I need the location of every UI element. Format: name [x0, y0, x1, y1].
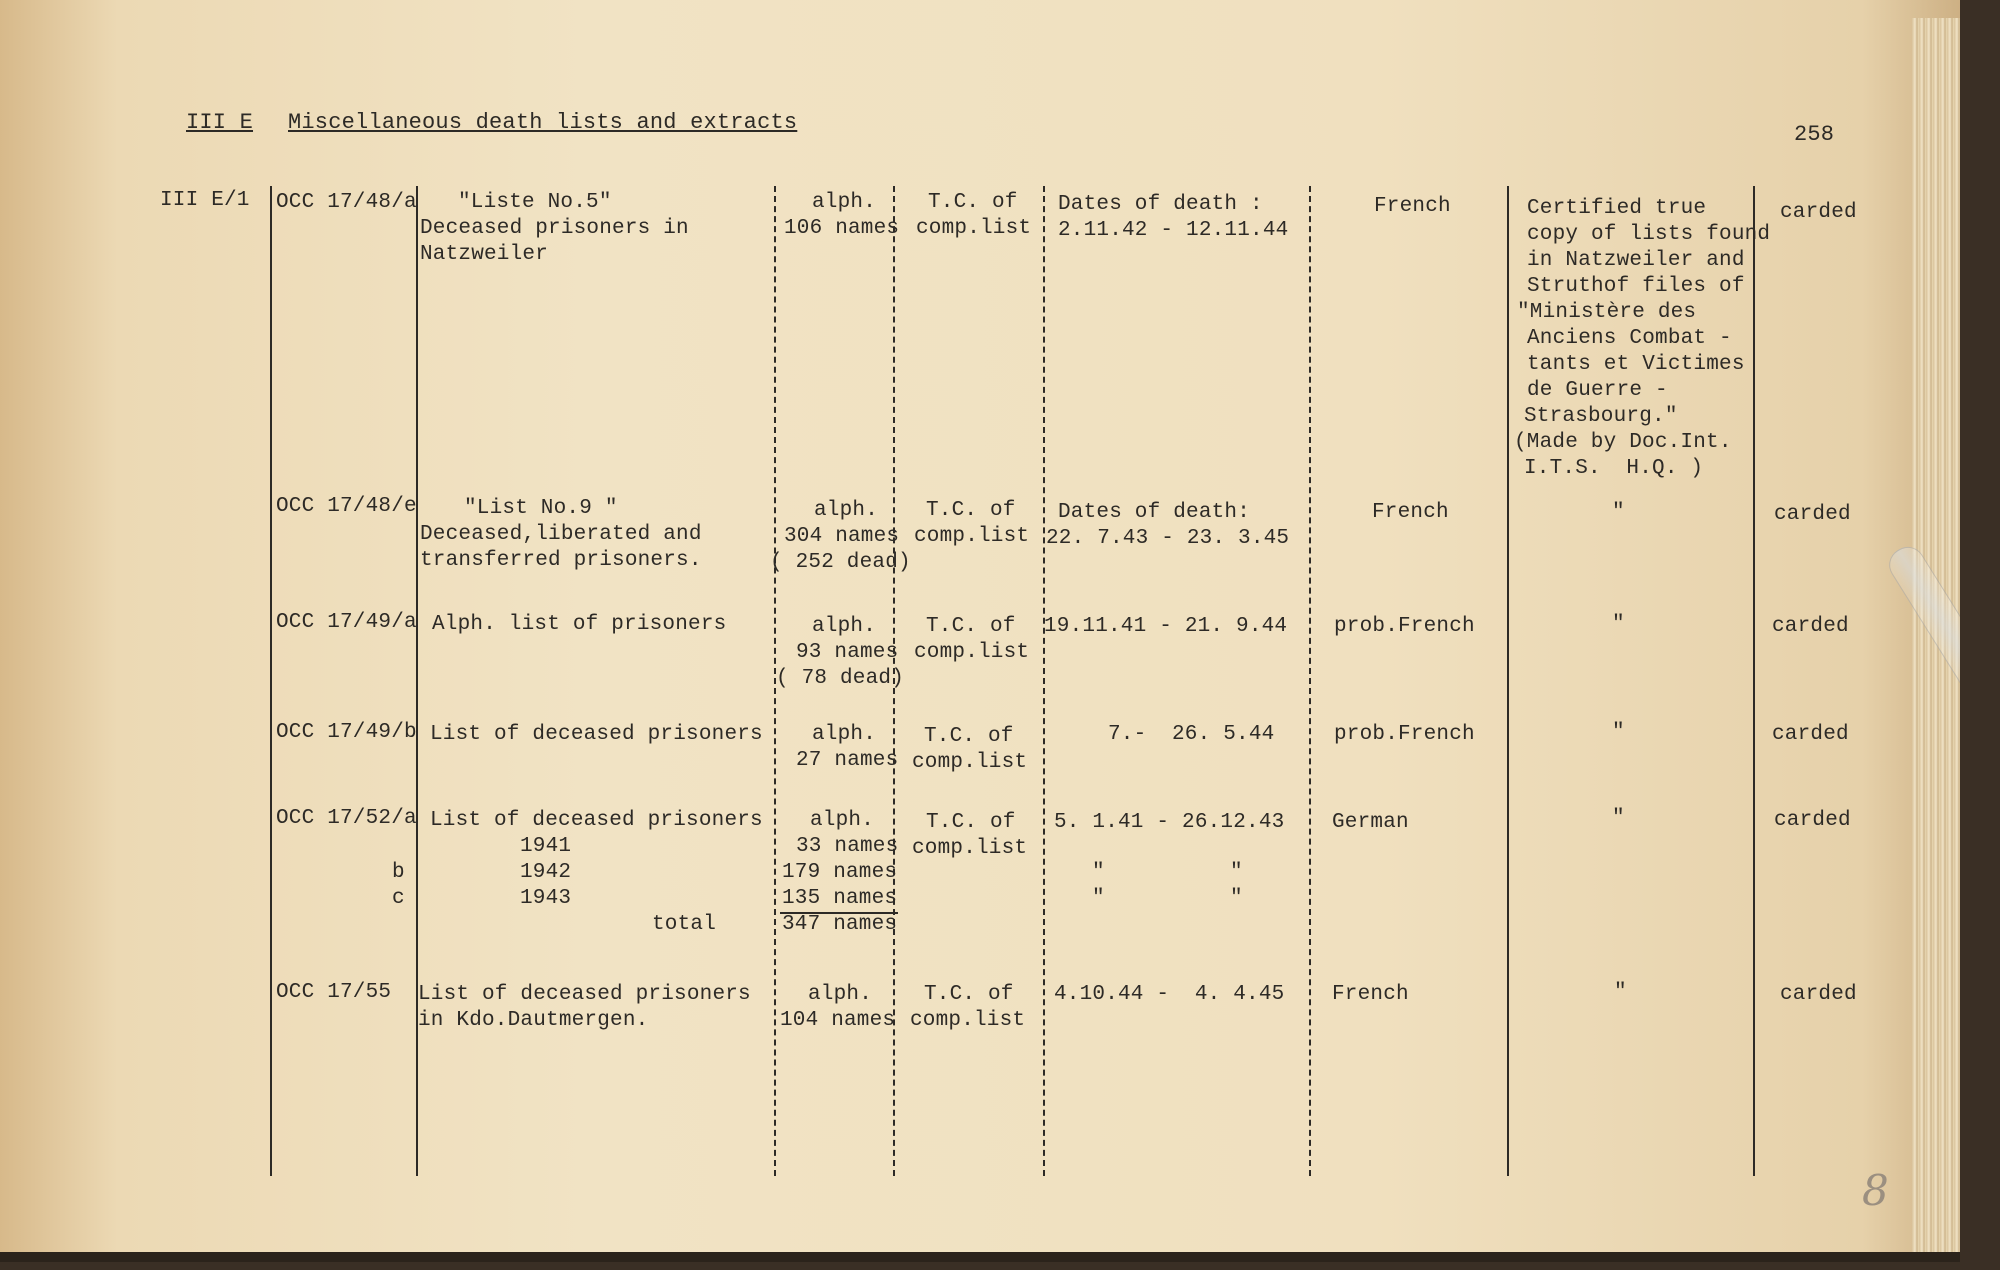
ditto-mark: "	[1092, 887, 1105, 910]
nationality: prob.French	[1334, 723, 1475, 746]
reference-code: OCC 17/49/a	[276, 611, 417, 634]
remarks-line: Struthof files of	[1527, 275, 1745, 298]
ditto-mark: "	[1614, 981, 1627, 1004]
remarks-line: (Made by Doc.Int.	[1514, 431, 1732, 454]
description-line: List of deceased prisoners	[430, 723, 763, 746]
name-count: 33 names	[796, 835, 899, 858]
ditto-mark: "	[1092, 861, 1105, 884]
document-type: T.C. of	[926, 615, 1016, 638]
description-line: "List No.9 "	[464, 497, 618, 520]
document-type: T.C. of	[926, 811, 1016, 834]
reference-code: OCC 17/49/b	[276, 721, 417, 744]
ditto-mark: "	[1612, 613, 1625, 636]
ditto-mark: "	[1230, 861, 1243, 884]
name-count: 104 names	[780, 1009, 896, 1032]
status-carded: carded	[1780, 201, 1857, 224]
name-count: 93 names	[796, 641, 899, 664]
total-label: total	[652, 913, 717, 936]
pencil-annotation: 8	[1862, 1166, 1889, 1215]
total-names: 347 names	[782, 913, 898, 936]
nationality: French	[1372, 501, 1449, 524]
remarks-line: Strasbourg."	[1524, 405, 1678, 428]
ditto-mark: "	[1612, 501, 1625, 524]
document-type: T.C. of	[926, 499, 1016, 522]
description-line: Natzweiler	[420, 243, 549, 266]
sub-year: 1943	[520, 887, 572, 910]
nationality: prob.French	[1334, 615, 1475, 638]
description-line: transferred prisoners.	[420, 549, 702, 572]
reference-code: OCC 17/55	[276, 981, 392, 1004]
status-carded: carded	[1772, 723, 1849, 746]
status-carded: carded	[1774, 503, 1851, 526]
dates-of-death: Dates of death:	[1058, 501, 1251, 524]
nationality: French	[1332, 983, 1409, 1006]
document-type: comp.list	[914, 525, 1030, 548]
arrangement: alph.	[812, 191, 877, 214]
group-code: III E/1	[160, 189, 250, 212]
nationality: French	[1374, 195, 1451, 218]
ditto-mark: "	[1612, 807, 1625, 830]
description-line: Alph. list of prisoners	[432, 613, 727, 636]
document-type: T.C. of	[928, 191, 1018, 214]
arrangement: alph.	[810, 809, 875, 832]
ditto-mark: "	[1612, 721, 1625, 744]
column-rule	[1753, 186, 1755, 1176]
name-count: 304 names	[784, 525, 900, 548]
dates-of-death: 5. 1.41 - 26.12.43	[1054, 811, 1285, 834]
status-carded: carded	[1772, 615, 1849, 638]
dead-count: ( 252 dead)	[770, 551, 911, 574]
description-line: List of deceased prisoners	[418, 983, 751, 1006]
description-line: in Kdo.Dautmergen.	[418, 1009, 649, 1032]
name-count: 27 names	[796, 749, 899, 772]
arrangement: alph.	[808, 983, 873, 1006]
column-rule	[1309, 186, 1311, 1176]
remarks-line: Anciens Combat -	[1527, 327, 1732, 350]
reference-code: OCC 17/52/a	[276, 807, 417, 830]
document-type: comp.list	[912, 837, 1028, 860]
description-line: Deceased,liberated and	[420, 523, 702, 546]
reference-code: OCC 17/48/a	[276, 191, 417, 214]
status-carded: carded	[1780, 983, 1857, 1006]
page-shadow	[0, 1252, 1960, 1262]
sub-letter: b	[392, 861, 405, 884]
dates-of-death: 19.11.41 - 21. 9.44	[1044, 615, 1288, 638]
remarks-line: de Guerre -	[1527, 379, 1668, 402]
document-type: comp.list	[916, 217, 1032, 240]
name-count: 106 names	[784, 217, 900, 240]
dates-of-death: Dates of death :	[1058, 193, 1263, 216]
dates-of-death: 7.- 26. 5.44	[1108, 723, 1275, 746]
section-code: III E	[186, 110, 254, 135]
status-carded: carded	[1774, 809, 1851, 832]
arrangement: alph.	[812, 615, 877, 638]
remarks-line: Certified true	[1527, 197, 1707, 220]
ditto-mark: "	[1230, 887, 1243, 910]
document-type: T.C. of	[924, 725, 1014, 748]
remarks-line: tants et Victimes	[1527, 353, 1745, 376]
sub-letter: c	[392, 887, 405, 910]
nationality: German	[1332, 811, 1409, 834]
sub-year: 1941	[520, 835, 572, 858]
dates-of-death: 2.11.42 - 12.11.44	[1058, 219, 1289, 242]
sub-year: 1942	[520, 861, 572, 884]
column-rule	[270, 186, 272, 1176]
description-line: Deceased prisoners in	[420, 217, 689, 240]
column-rule	[1043, 186, 1045, 1176]
document-type: comp.list	[914, 641, 1030, 664]
dates-of-death: 4.10.44 - 4. 4.45	[1054, 983, 1285, 1006]
document-type: comp.list	[910, 1009, 1026, 1032]
column-rule	[1507, 186, 1509, 1176]
remarks-line: I.T.S. H.Q. )	[1524, 457, 1704, 480]
page-number: 258	[1794, 122, 1835, 147]
remarks-line: in Natzweiler and	[1527, 249, 1745, 272]
section-title: Miscellaneous death lists and extracts	[288, 110, 798, 135]
reference-code: OCC 17/48/e	[276, 495, 417, 518]
description-line: List of deceased prisoners	[430, 809, 763, 832]
remarks-line: copy of lists found	[1527, 223, 1771, 246]
document-type: T.C. of	[924, 983, 1014, 1006]
dates-of-death: 22. 7.43 - 23. 3.45	[1046, 527, 1290, 550]
name-count: 179 names	[782, 861, 898, 884]
document-type: comp.list	[912, 751, 1028, 774]
dead-count: ( 78 dead)	[776, 667, 905, 690]
name-count: 135 names	[782, 887, 898, 910]
remarks-line: "Ministère des	[1517, 301, 1697, 324]
description-line: "Liste No.5"	[458, 191, 612, 214]
arrangement: alph.	[812, 723, 877, 746]
arrangement: alph.	[814, 499, 879, 522]
